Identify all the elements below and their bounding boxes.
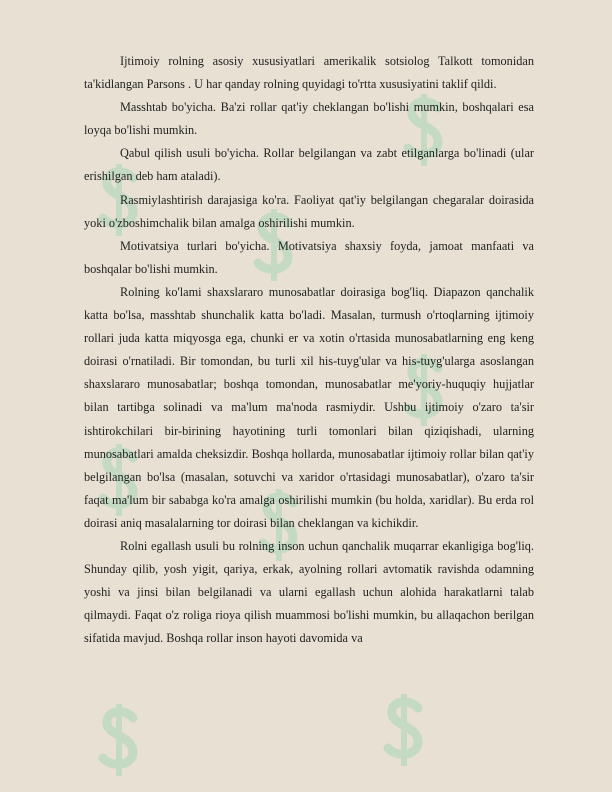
paragraph: Rolni egallash usuli bu rolning inson uchun qanchalik muqarrar ekanligiga bog'liq. Shunday qilib, yosh yigit, qariya, erkak, ayolning rollari avtomatik ravishda odamning yoshi va jinsi bilan belgilanadi va ularni egallash uchun alohida harakatlarni talab qilmaydi. Faqat o'z roliga rioya qilish muammosi bo'lishi mumkin, bu allaqachon berilgan sifatida mavjud. Boshqa rollar inson hayoti davomida va xyxy=(84,538,534,646)
paragraph: Masshtab bo'yicha. Ba'zi rollar qat'iy cheklangan bo'lishi mumkin, boshqalari esa loyqa bo'lishi mumkin. xyxy=(84,100,534,138)
paragraph: Rasmiylashtirish darajasiga ko'ra. Faoliyat qat'iy belgilangan chegaralar doirasida yoki o'zboshimchalik bilan amalga oshirilishi mumkin. xyxy=(84,192,534,230)
dollar-sign-icon xyxy=(380,690,430,770)
paragraph: Rolning ko'lami shaxslararo munosabatlar doirasiga bog'liq. Diapazon qanchalik katta bo'lsa, masshtab shunchalik katta bo'ladi. Masalan, turmush o'rtoqlarning ijtimoiy rollari juda katta miqyosga ega, chunki er va xotin o'rtasida munosabatlarning eng keng doirasi o'rnatiladi. Bir tomondan, bu turli xil his-tuyg'ular va his-tuyg'ularga asoslangan shaxslararo munosabatlar; boshqa tomondan, munosabatlar me'yoriy-huquqiy hujjatlar bilan tartibga solinadi va ma'lum ma'noda rasmiydir. Ushbu ijtimoiy o'zaro ta'sir ishtirokchilari bir-birining hayotining turli tomonlari bilan qiziqishadi, ularning munosabatlari amalda cheksizdir. Boshqa hollarda, munosabatlar ijtimoiy rollar bilan qat'iy belgilangan bo'lsa (masalan, sotuvchi va xaridor o'rtasidagi munosabatlar), o'zaro ta'sir faqat ma'lum bir sababga ko'ra amalga oshirilishi mumkin (bu holda, xaridlar). Bu erda rol doirasi aniq masalalarning tor doirasi bilan cheklangan va kichikdir. xyxy=(84,284,534,530)
dollar-sign-icon xyxy=(95,700,145,780)
paragraph: Qabul qilish usuli bo'yicha. Rollar belgilangan va zabt etilganlarga bo'linadi (ular erishilgan deb ham ataladi). xyxy=(84,146,534,184)
paragraph: Motivatsiya turlari bo'yicha. Motivatsiya shaxsiy foyda, jamoat manfaati va boshqalar bo'lishi mumkin. xyxy=(84,238,534,276)
document-body xyxy=(84,50,534,650)
paragraph: Ijtimoiy rolning asosiy xususiyatlari amerikalik sotsiolog Talkott tomonidan ta'kidlangan Parsons . U har qanday rolning quyidagi to'rtta xususiyatini taklif qildi. xyxy=(84,54,534,92)
